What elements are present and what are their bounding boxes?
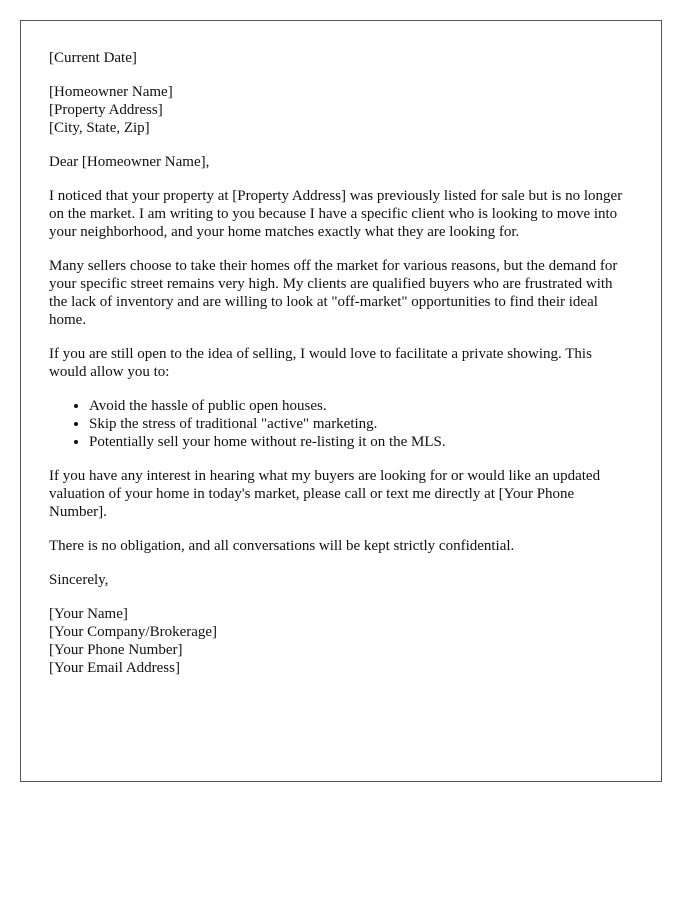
sender-name: [Your Name] xyxy=(49,606,128,622)
sender-block xyxy=(49,605,633,677)
sender-company: [Your Company/Brokerage] xyxy=(49,624,218,640)
sender-email: [Your Email Address] xyxy=(49,660,180,676)
recipient-address: [Property Address] xyxy=(49,102,163,118)
body-paragraph: There is no obligation, and all conversations will be kept strictly confidential. xyxy=(49,538,515,554)
list-item: • Skip the stress of traditional "active" marketing. xyxy=(89,415,633,433)
list-item: • Avoid the hassle of public open houses. xyxy=(89,397,633,415)
recipient-block xyxy=(49,83,633,137)
recipient-name: [Homeowner Name] xyxy=(49,84,173,100)
salutation: Dear [Homeowner Name], xyxy=(49,154,210,170)
body-paragraph: I noticed that your property at [Property Address] was previously listed for sale but is no longer on the market. I am writing to you because I have a specific client who is looking to move into your neighborhood, and your home matches exactly what they are looking for. xyxy=(49,188,623,240)
signoff: Sincerely, xyxy=(49,572,109,588)
benefits-list xyxy=(49,397,633,451)
list-item: • Potentially sell your home without re-listing it on the MLS. xyxy=(89,433,633,451)
body-paragraph: If you are still open to the idea of selling, I would love to facilitate a private showing. This would allow you to: xyxy=(49,346,592,380)
letter-date: [Current Date] xyxy=(49,50,137,66)
sender-phone: [Your Phone Number] xyxy=(49,642,183,658)
recipient-city-state-zip: [City, State, Zip] xyxy=(49,120,150,136)
letter xyxy=(20,20,662,782)
body-paragraph: Many sellers choose to take their homes off the market for various reasons, but the demand for your specific street remains very high. My clients are qualified buyers who are frustrated with the lack of inventory and are willing to look at "off-market" opportunities to find their ideal home. xyxy=(49,258,618,328)
body-paragraph: If you have any interest in hearing what my buyers are looking for or would like an updated valuation of your home in today's market, please call or text me directly at [Your Phone Number]. xyxy=(49,468,601,520)
